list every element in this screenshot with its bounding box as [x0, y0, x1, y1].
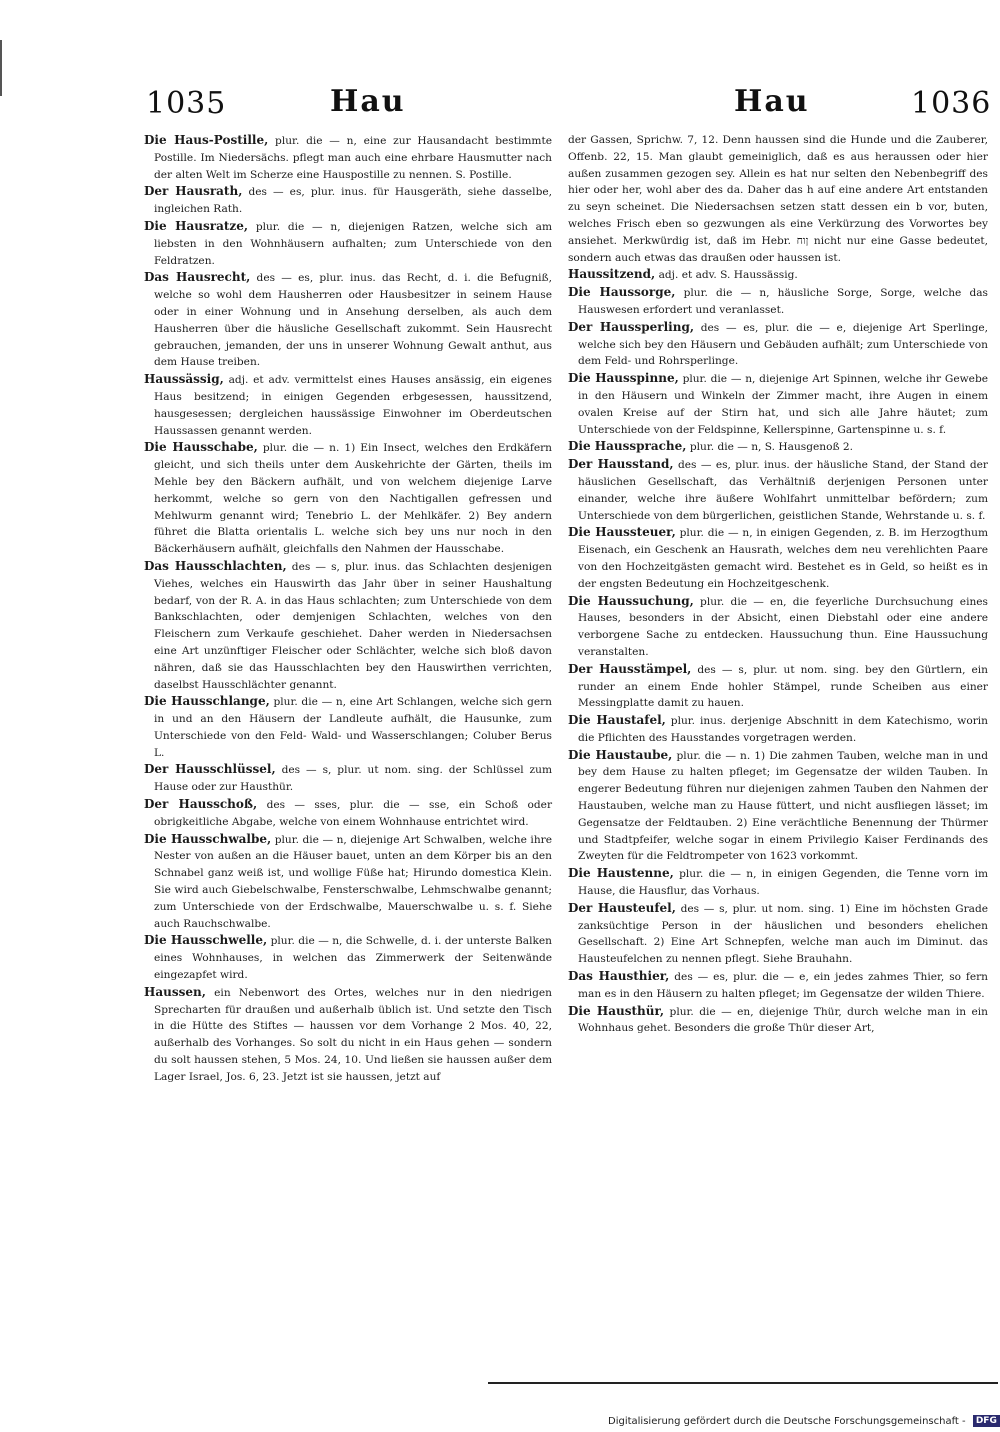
entry-headword: Die Hausthür, [568, 1003, 665, 1018]
entry-text: plur. die — n, in einigen Gegenden, die Tenne vorn im Hause, die Hausflur, das Vorhaus. [578, 868, 988, 898]
entry-headword: Haussitzend, [568, 267, 656, 282]
dictionary-entry [568, 968, 988, 1003]
entry-headword: Haussässig, [144, 372, 224, 387]
left-page-number: 1035 [146, 86, 227, 121]
entry-headword: Das Hausrecht, [144, 270, 251, 285]
entry-headword: Die Haus-Postille, [144, 133, 269, 147]
dictionary-entry [144, 439, 552, 558]
entry-headword: Die Haustafel, [568, 713, 666, 728]
entry-text: des — es, plur. inus. das Recht, d. i. die Befugniß, welche so wohl dem Hausherren oder Hausbesitzer in seinem Hause oder in einer Wohnung und in Ansehung derselben, als auch dem Hausherren über die häusliche Gesellschaft zukommt. Sein Hausrecht gebrauchen, jemanden, der uns in unserer Wohnung Gewalt anthut, aus dem Hause treiben. [154, 272, 552, 369]
dictionary-entry [568, 747, 988, 866]
dictionary-entry [568, 593, 988, 661]
entry-headword: Das Hausschlachten, [144, 558, 287, 573]
bottom-rule [488, 1382, 998, 1384]
dictionary-entry [568, 284, 988, 319]
right-running-head: Hau [734, 84, 810, 119]
dictionary-entry [568, 370, 988, 438]
entry-text: adj. et adv. vermittelst eines Hauses ansässig, ein eigenes Haus besitzend; in einigen Gegenden erbgesessen, haussitzend, hausgesessen; dergleichen haussässige Einwohner im Oberdeutschen Haussassen genannt werden. [154, 374, 552, 437]
entry-text: plur. die — n, S. Hausgenoß 2. [689, 441, 854, 454]
dictionary-entry [568, 266, 988, 284]
entry-headword: Die Haussorge, [568, 285, 676, 300]
right-column [568, 132, 988, 1037]
entry-headword: Die Haussuchung, [568, 593, 694, 608]
footer-credit: Digitalisierung gefördert durch die Deutsche Forschungsgemeinschaft - [608, 1416, 966, 1427]
entry-text: plur. die — en, die feyerliche Durchsuchung eines Hauses, besonders in der Absicht, einen Diebstahl oder eine andere verborgene Sache zu entdecken. Haussuchung thun. Eine Haussuchung veranstalten. [578, 595, 988, 658]
dictionary-entry [144, 132, 552, 183]
footer [608, 1415, 1000, 1427]
dictionary-entry [568, 1003, 988, 1038]
entry-text: des — es, plur. inus. der häusliche Stand, der Stand der häuslichen Gesellschaft, das Verhältniß derjenigen Personen unter einander, welche ihre äußere Wohlfahrt unmittelbar befördern; zum Unterschiede von dem bürgerlichen, geistlichen Stande, Wehrstande u. s. f. [578, 459, 988, 522]
dictionary-entry [144, 761, 552, 796]
dictionary-entry [144, 269, 552, 371]
left-column [144, 132, 552, 1086]
entry-headword: Der Hausrath, [144, 184, 243, 199]
entry-text: des — es, plur. inus. für Hausgeräth, siehe dasselbe, ingleichen Rath. [154, 186, 552, 216]
entry-headword: Die Hausschabe, [144, 440, 258, 455]
dictionary-entry [144, 693, 552, 761]
dictionary-entry [144, 183, 552, 218]
dictionary-entry [144, 558, 552, 693]
dictionary-entry [144, 218, 552, 269]
entry-headword: Die Hausschlange, [144, 694, 270, 709]
dictionary-entry [568, 865, 988, 900]
entry-text: ein Nebenwort des Ortes, welches nur in den niedrigen Sprecharten für draußen und außerhalb üblich ist. Und setzte den Tisch in die Hütte des Stiftes — haussen vor dem Vorhange 2 Mos. 40, 22, außerhalb des Vorhanges. So solt du nicht in ein Haus gehen — sondern du solt haussen stehen, 5 Mos. 24, 10. Und ließen sie haussen außer dem Lager Israel, Jos. 6, 23. Jetzt ist sie haussen, jetzt auf [154, 986, 552, 1083]
dictionary-entry [144, 796, 552, 831]
entry-headword: Haussen, [144, 984, 206, 999]
dictionary-entry [568, 900, 988, 968]
dictionary-entry [144, 984, 552, 1086]
entry-headword: Der Hausstand, [568, 457, 674, 472]
entry-text: plur. die — n. 1) Ein Insect, welches den Erdkäfern gleicht, und sich theils unter dem Auskehrichte der Gärten, theils im Mehle bey den Bäckern aufhält, und von welchem diejenige Larve herkommt, welche so gern von den Nachtigallen gefressen und Mehlwurm genannt wird; Tenebrio L. der Mehlkäfer. 2) Bey andern führet die Blatta orientalis L. welche sich bey uns nur noch in den Bäckerhäusern aufhält, gleichfalls den Nahmen der Hausschabe. [154, 442, 553, 556]
left-running-head: Hau [330, 84, 406, 119]
entry-text: der Gassen, Sprichw. 7, 12. Denn haussen sind die Hunde und die Zauberer, Offenb. 22, 15. Man glaubt gemeiniglich, daß es aus heraussen oder hier außen zusammen gezogen sey. Allein es hat nur selten den Nebenbegriff des hier oder her, wohl aber des da. Daher das h auf eine andere Art entstanden zu seyn scheinet. Die Niedersachsen setzen statt dessen ein b vor, buten, welches Frisch eben so gezwungen als eine Verkürzung des Vorwortes bey ansiehet. Merkwürdig ist, daß im Hebr. ןוח nicht nur eine Gasse bedeutet, sondern auch etwas das draußen oder haussen ist. [568, 134, 988, 264]
entry-text: plur. die — n, in einigen Gegenden, z. B. im Herzogthum Eisenach, ein Geschenk an Hausrath, welches dem neu verehlichten Paare von den Hochzeitgästen gemacht wird. Bestehet es in Geld, so heißt es in der engsten Bedeutung ein Hochzeitgeschenk. [578, 527, 988, 590]
entry-headword: Der Haussperling, [568, 319, 695, 334]
entry-headword: Die Hausratze, [144, 218, 249, 233]
entry-text: adj. et adv. S. Haussässig. [658, 269, 798, 282]
dictionary-entry [568, 524, 988, 592]
entry-headword: Das Hausthier, [568, 969, 670, 984]
dictionary-entry [568, 132, 988, 266]
entry-headword: Die Haustaube, [568, 747, 673, 762]
entry-headword: Die Haussteuer, [568, 525, 676, 540]
entry-headword: Die Hausschwelle, [144, 933, 268, 948]
entry-headword: Die Hausspinne, [568, 371, 679, 386]
entry-text: plur. die — n, häusliche Sorge, Sorge, welche das Hauswesen erfordert und veranlasset. [578, 287, 988, 316]
dictionary-entry [568, 438, 988, 456]
entry-text: des — s, plur. inus. das Schlachten desjenigen Viehes, welches ein Hauswirth das Jahr über in seiner Haushaltung bedarf, von der R. A. in das Haus schlachten; zum Unterschiede von dem Bankschlachten, oder demjenigen Schlachten, welches von den Fleischern zum Verkaufe geschiehet. Daher werden in Niedersachsen eine Art unzünftiger Fleischer oder Schlächter, welche sich bloß davon nähren, daß sie das Hausschlachten bey den Hauswirthen verrichten, daselbst Hausschlächter genannt. [154, 560, 552, 691]
entry-text: des — es, plur. die — e, ein jedes zahmes Thier, so fern man es in den Häusern zu halten pfleget; im Gegensatze der wilden Thiere. [578, 971, 988, 1000]
entry-text: plur. die — n, diejenige Art Spinnen, welche ihr Gewebe in den Häusern und Winkeln der Zimmer macht, ihre Augen in einem ovalen Kreise auf der Stirn hat, und sich alle Jahre häutet; zum Unterschiede von der Feldspinne, Kellerspinne, Gartenspinne u. s. f. [578, 373, 989, 436]
entry-headword: Die Hausschwalbe, [144, 831, 272, 846]
dfg-logo-badge: DFG [973, 1415, 1000, 1427]
right-page-number: 1036 [911, 86, 992, 121]
entry-text: plur. die — n, eine zur Hausandacht bestimmte Postille. Im Niedersächs. pflegt man auch eine ehrbare Hausmutter nach der alten Welt im Scherze eine Hauspostille zu nennen. S. Postille. [154, 135, 553, 181]
entry-headword: Der Hausstämpel, [568, 661, 692, 676]
dictionary-entry [568, 456, 988, 524]
entry-text: plur. die — n, diejenige Art Schwalben, welche ihre Nester von außen an die Häuser bauet, unten an dem Körper bis an den Schnabel ganz weiß ist, und wollige Füße hat; Hirundo domestica Klein. Sie wird auch Giebelschwalbe, Fensterschwalbe, Lehmschwalbe genannt; zum Unterschiede von der Erdschwalbe, Mauerschwalbe u. s. f. Siehe auch Rauchschwalbe. [154, 833, 552, 930]
entry-headword: Die Haustenne, [568, 866, 674, 881]
entry-text: des — s, plur. ut nom. sing. der Schlüssel zum Hause oder zur Hausthür. [154, 764, 552, 794]
entry-text: des — s, plur. ut nom. sing. bey den Gürtlern, ein runder an einem Ende hohler Stämpel, runde Scheiben aus einer Messingplatte damit zu hauen. [578, 663, 988, 710]
dictionary-entry [144, 831, 552, 933]
entry-headword: Der Hausschoß, [144, 797, 258, 812]
entry-text: des — es, plur. die — e, diejenige Art Sperlinge, welche sich bey den Häusern und Gebäuden aufhält; zum Unterschiede von dem Feld- und Rohrsperlinge. [578, 321, 988, 368]
binding-edge-mark [0, 40, 6, 96]
entry-text: plur. die — n, die Schwelle, d. i. der unterste Balken eines Wohnhauses, in welchen das Zimmerwerk der Seitenwände eingezapfet wird. [154, 935, 552, 982]
entry-text: plur. die — en, diejenige Thür, durch welche man in ein Wohnhaus gehet. Besonders die große Thür dieser Art, [578, 1005, 988, 1035]
entry-text: plur. die — n. 1) Die zahmen Tauben, welche man in und bey dem Hause zu halten pfleget; im Gegensatze der wilden Tauben. In engerer Bedeutung führen nur diejenigen zahmen Tauben den Nahmen der Haustauben, welche man zu Hause füttert, und nicht ausfliegen lässet; im Gegensatze der Feldtauben. 2) Eine verächtliche Benennung der Thürmer und Stadtpfeifer, welche sogar in einem Privilegio Kaiser Ferdinands des Zweyten für die Feldtrompeter von 1623 vorkommt. [578, 749, 988, 863]
entry-headword: Der Hausteufel, [568, 900, 676, 915]
dictionary-entry [568, 661, 988, 712]
dictionary-entry [144, 932, 552, 983]
dictionary-entry [144, 371, 552, 439]
dictionary-entry [568, 319, 988, 370]
entry-text: des — sses, plur. die — sse, ein Schoß oder obrigkeitliche Abgabe, welche von einem Wohnhause entrichtet wird. [154, 799, 553, 828]
entry-text: plur. die — n, diejenigen Ratzen, welche sich am liebsten in den Wohnhäusern aufhalten; zum Unterschiede von den Feldratzen. [154, 220, 553, 267]
dictionary-entry [568, 712, 988, 747]
entry-headword: Die Haussprache, [568, 439, 687, 454]
entry-headword: Der Hausschlüssel, [144, 762, 276, 777]
entry-text: plur. inus. derjenige Abschnitt in dem Katechismo, worin die Pflichten des Hausstandes vorgetragen werden. [578, 715, 988, 744]
entry-text: des — s, plur. ut nom. sing. 1) Eine im höchsten Grade zanksüchtige Person in der häuslichen und besonders ehelichen Gesellschaft. 2) Eine Art Schnepfen, welche man auch im Diminut. das Hausteufelchen zu nennen pflegt. Siehe Brauhahn. [578, 902, 988, 966]
entry-text: plur. die — n, eine Art Schlangen, welche sich gern in und an den Häusern der Landleute aufhält, die Hausunke, zum Unterschiede von den Feld- Wald- und Wasserschlangen; Coluber Berus L. [154, 696, 553, 759]
